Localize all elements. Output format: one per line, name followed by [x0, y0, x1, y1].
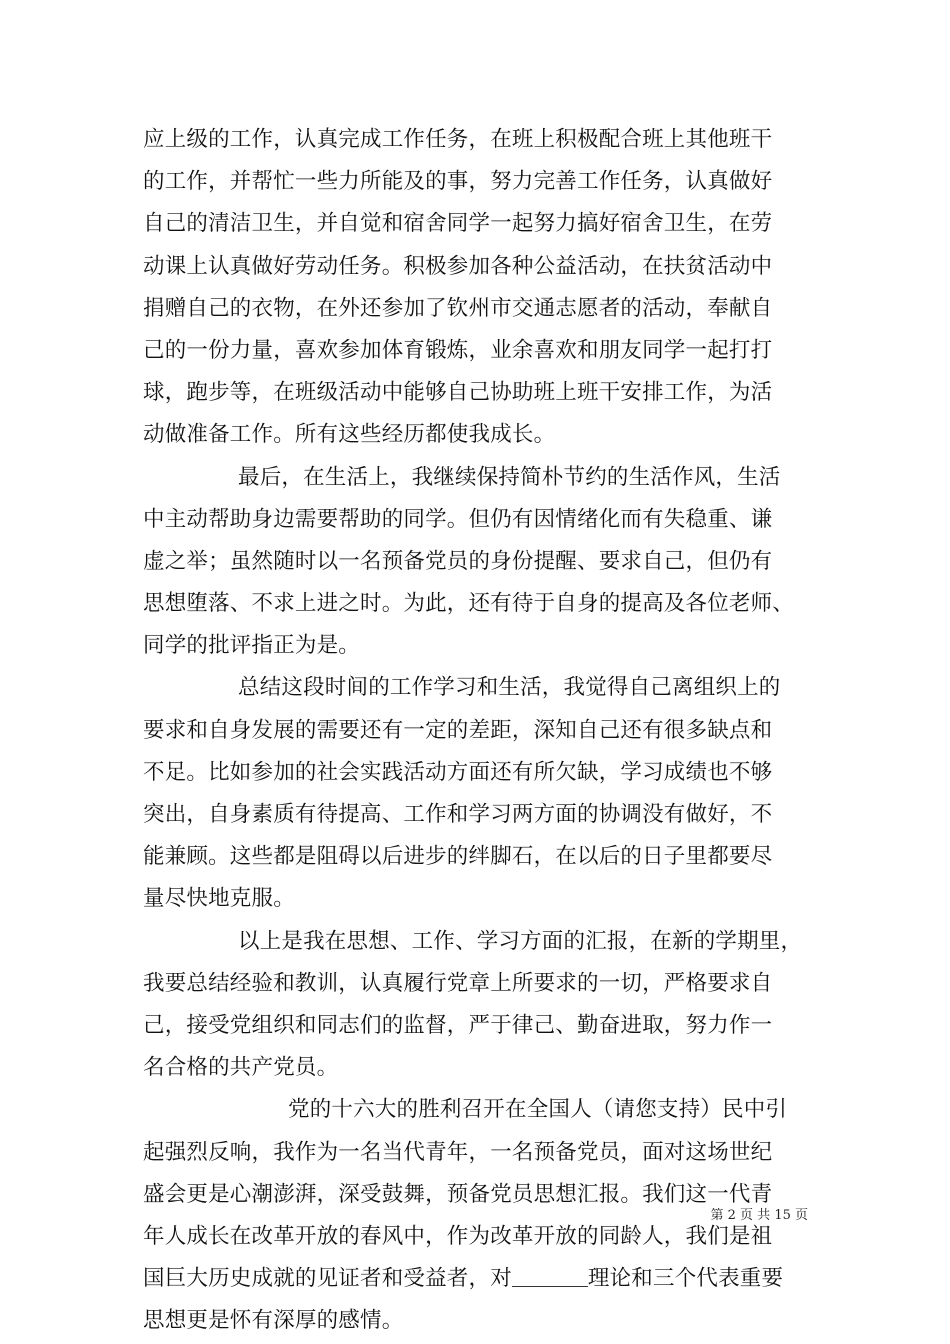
page-number: 第 2 页 共 15 页: [710, 1208, 808, 1223]
text-line: 起强烈反响，我作为一名当代青年，一名预备党员，面对这场世纪: [143, 1139, 773, 1165]
text-line-with-blank: [143, 1258, 811, 1300]
text-line: 突出，自身素质有待提高、工作和学习两方面的协调没有做好，不: [143, 802, 773, 827]
text-line: 量尽快地克服。: [143, 886, 295, 912]
text-line: 盛会更是心潮澎湃，深受鼓舞，预备党员思想汇报。我们这一代青: [143, 1181, 773, 1207]
text-line: 己，接受党组织和同志们的监督，严于律己、勤奋进取，努力作一: [143, 1012, 773, 1038]
text-line: 捐赠自己的衣物，在外还参加了钦州市交通志愿者的活动，奉献自: [143, 295, 773, 321]
text-line: 思想堕落、不求上进之时。为此，还有待于自身的提高及各位老师、: [143, 591, 795, 617]
text-line: 动课上认真做好劳动任务。积极参加各种公益活动，在扶贫活动中: [143, 253, 773, 279]
text-line: 我要总结经验和教训，认真履行党章上所要求的一切，严格要求自: [143, 970, 773, 996]
text-line: 的工作，并帮忙一些力所能及的事，努力完善工作任务，认真做好: [143, 169, 773, 195]
text-line: 不足。比如参加的社会实践活动方面还有所欠缺，学习成绩也不够: [143, 759, 773, 785]
text-line: 名合格的共产党员。: [143, 1055, 339, 1081]
document-body: [143, 119, 811, 1342]
text-line: 中主动帮助身边需要帮助的同学。但仍有因情绪化而有失稳重、谦: [143, 506, 773, 532]
text-line: 思想更是怀有深厚的感情。: [143, 1308, 404, 1334]
text-segment: 理论和三个代表重要: [587, 1266, 784, 1292]
paragraph-start-line: 最后，在生活上，我继续保持简朴节约的生活作风，生活: [238, 464, 781, 490]
paragraph-start-line: 总结这段时间的工作学习和生活，我觉得自己离组织上的: [238, 675, 781, 701]
paragraph-start-line: 党的十六大的胜利召开在全国人（请您支持）民中引: [288, 1097, 788, 1123]
fill-in-blank: [512, 1264, 588, 1287]
text-line: 能兼顾。这些都是阻碍以后进步的绊脚石，在以后的日子里都要尽: [143, 844, 773, 870]
text-line: 应上级的工作，认真完成工作任务，在班上积极配合班上其他班干: [143, 127, 773, 152]
text-line: 虚之举；虽然随时以一名预备党员的身份提醒、要求自己，但仍有: [143, 548, 773, 574]
text-line: 球，跑步等，在班级活动中能够自己协助班上班干安排工作，为活: [143, 380, 773, 406]
text-line: 己的一份力量，喜欢参加体育锻炼，业余喜欢和朋友同学一起打打: [143, 337, 773, 363]
paragraph-start-line: 以上是我在思想、工作、学习方面的汇报，在新的学期里，: [238, 928, 803, 954]
text-line: 要求和自身发展的需要还有一定的差距，深知自己还有很多缺点和: [143, 717, 773, 743]
text-segment: 国巨大历史成就的见证者和受益者，对: [143, 1266, 512, 1292]
text-line: 同学的批评指正为是。: [143, 633, 361, 659]
text-line: 年人成长在改革开放的春风中，作为改革开放的同龄人，我们是祖: [143, 1223, 773, 1249]
text-line: 动做准备工作。所有这些经历都使我成长。: [143, 422, 556, 448]
text-line: 自己的清洁卫生，并自觉和宿舍同学一起努力搞好宿舍卫生，在劳: [143, 211, 773, 237]
